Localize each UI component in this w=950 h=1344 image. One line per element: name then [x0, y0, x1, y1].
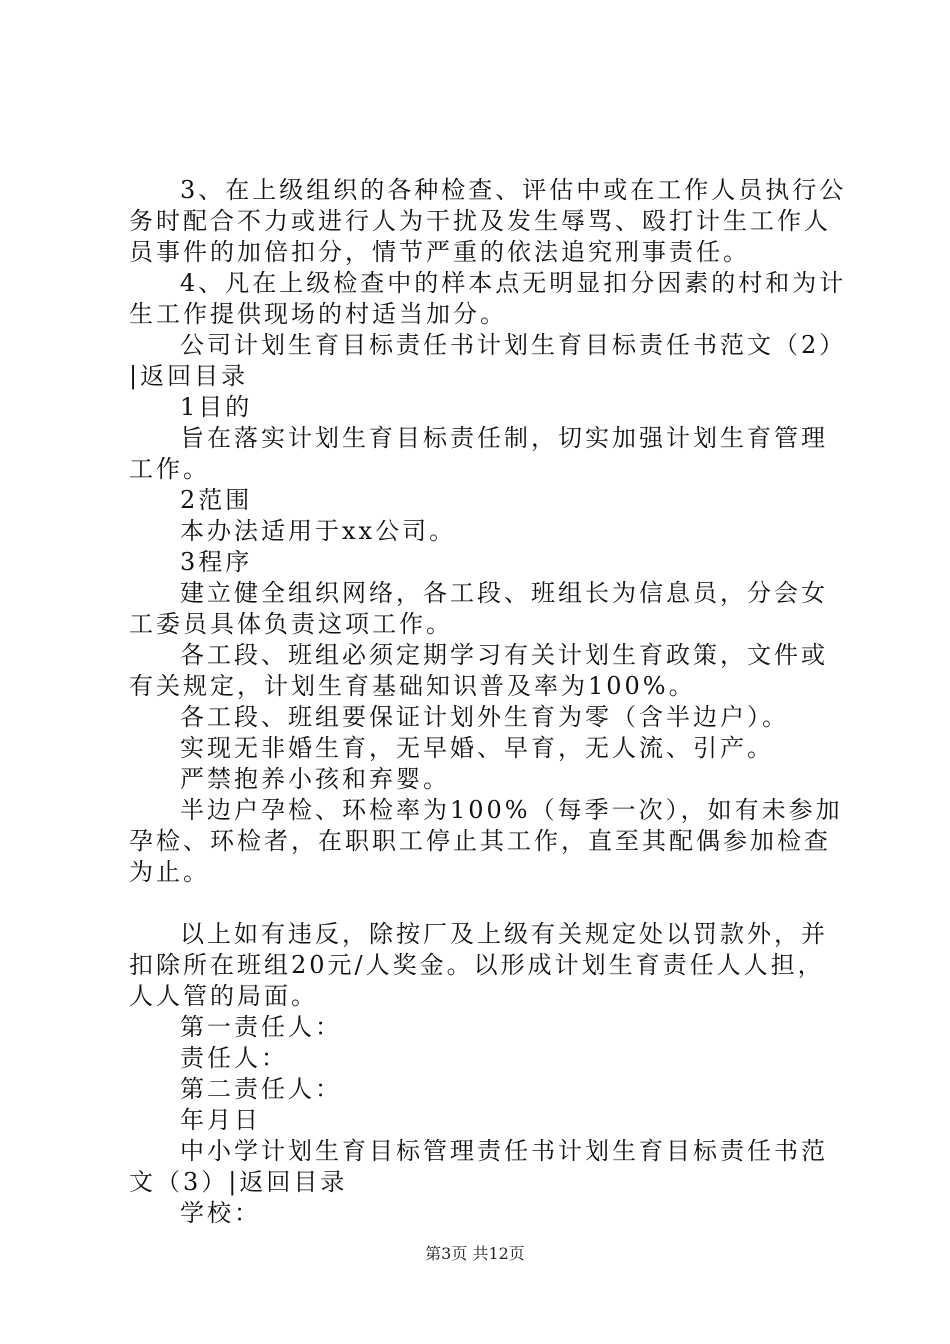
signature-date: 年月日	[180, 1106, 261, 1134]
paragraph-purpose: 旨在落实计划生育目标责任制，切实加强计划生育管理工作。	[129, 424, 828, 483]
document-body	[129, 175, 849, 1229]
heading-procedure: 3程序	[180, 548, 253, 576]
paragraph-violation-penalty: 以上如有违反，除按厂及上级有关规定处以罚款外，并扣除所在班组20元/人奖金。以形成计划生育责任人人担，人人管的局面。	[129, 920, 828, 1010]
page-number-footer: 第3页 共12页	[425, 1244, 525, 1263]
paragraph-zero-unplanned: 各工段、班组要保证计划外生育为零（含半边户）。	[180, 703, 789, 731]
paragraph-policy-study: 各工段、班组必须定期学习有关计划生育政策，文件或有关规定，计划生育基础知识普及率为100%。	[129, 641, 828, 700]
signature-second-responsible: 第二责任人：	[180, 1075, 342, 1103]
heading-purpose: 1目的	[180, 393, 253, 421]
paragraph-organization-network: 建立健全组织网络，各工段、班组长为信息员，分会女工委员具体负责这项工作。	[129, 579, 828, 638]
blank-line	[129, 888, 849, 919]
section-heading-sample-3: 中小学计划生育目标管理责任书计划生育目标责任书范文（3）|返回目录	[129, 1137, 828, 1196]
section-heading-sample-2: 公司计划生育目标责任书计划生育目标责任书范文（2）|返回目录	[129, 331, 847, 390]
field-school: 学校：	[180, 1199, 261, 1227]
signature-first-responsible: 第一责任人：	[180, 1013, 342, 1041]
signature-responsible: 责任人：	[180, 1044, 288, 1072]
heading-scope: 2范围	[180, 486, 253, 514]
paragraph-scope: 本办法适用于xx公司。	[180, 517, 457, 545]
paragraph-no-adoption: 严禁抱养小孩和弃婴。	[180, 765, 450, 793]
paragraph-checkup-rate: 半边户孕检、环检率为100%（每季一次），如有未参加孕检、环检者，在职职工停止其工作，直至其配偶参加检查为止。	[129, 796, 843, 886]
paragraph-no-early-marriage: 实现无非婚生育，无早婚、早育，无人流、引产。	[180, 734, 774, 762]
paragraph-penalty-interference: 3、在上级组织的各种检查、评估中或在工作人员执行公务时配合不力或进行人为干扰及发生辱骂、殴打计生工作人员事件的加倍扣分，情节严重的依法追究刑事责任。	[129, 176, 847, 266]
paragraph-bonus-points: 4、凡在上级检查中的样本点无明显扣分因素的村和为计生工作提供现场的村适当加分。	[129, 269, 847, 328]
